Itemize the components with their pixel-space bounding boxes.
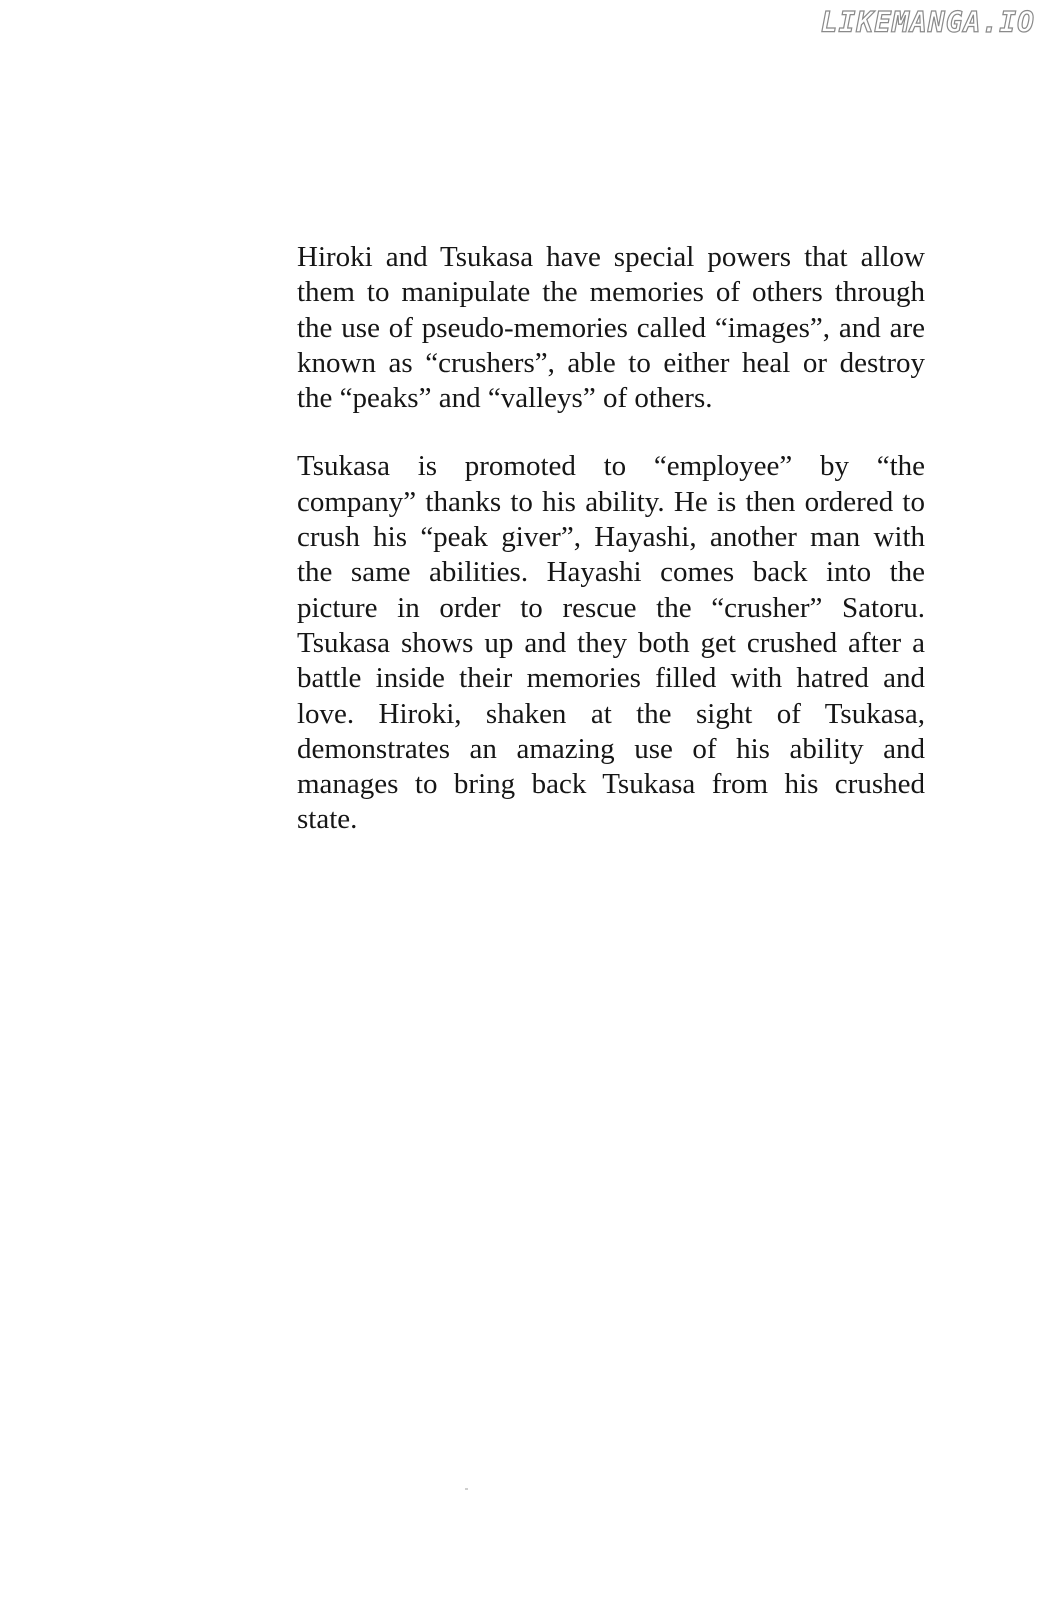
site-watermark: LIKEMANGA.IO <box>820 6 1035 39</box>
summary-paragraph-2: Tsukasa is promoted to “employee” by “the company” thanks to his ability. He is then ordered to crush his “peak giver”, Hayashi, another man with the same abilities. Hayashi comes back into the picture in order to rescue the “crusher” Satoru. Tsukasa shows up and they both get crushed after a battle inside their memories filled with hatred and love. Hiroki, shaken at the sight of Tsukasa, demonstrates an amazing use of his ability and manages to bring back Tsukasa from his crushed state. <box>297 450 925 836</box>
summary-paragraph-1: Hiroki and Tsukasa have special powers that allow them to manipulate the memories of others through the use of pseudo-memories called “images”, and are known as “crushers”, able to either heal or destroy the “peaks” and “valleys” of others. <box>297 241 925 415</box>
story-summary <box>297 240 925 871</box>
page-speck <box>465 1488 468 1490</box>
